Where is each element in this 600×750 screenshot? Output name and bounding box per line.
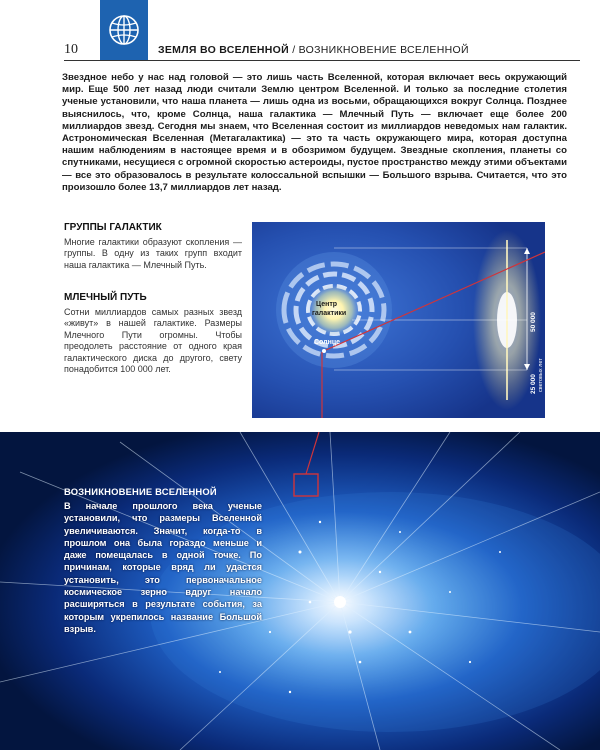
label-25000-group (530, 374, 537, 394)
groups-text: Многие галактики образуют скопления — группы. В одну из таких групп входит наша галактика — Млечный Путь. (64, 237, 242, 270)
header-section: ЗЕМЛЯ ВО ВСЕЛЕННОЙ (158, 44, 289, 56)
label-50000: 50 000 (530, 312, 537, 332)
galaxy-diagram (252, 222, 545, 418)
page-number: 10 (64, 42, 78, 57)
groups-block (64, 222, 242, 271)
header-subsection: ВОЗНИКНОВЕНИЕ ВСЕЛЕННОЙ (298, 44, 469, 56)
header-globe-box (100, 0, 148, 60)
milky-way-title: МЛЕЧНЫЙ ПУТЬ (64, 292, 147, 303)
header-title (158, 44, 469, 56)
milky-way-block (64, 292, 242, 375)
label-sun: Солнце (314, 339, 341, 346)
globe-icon (107, 13, 141, 47)
milky-way-text: Сотни миллиардов самых разных звезд «живут» в нашей галактике. Размеры Млечного Пути огромны. Чтобы преодолеть расстояние от одного края галактического диска до другого, свету понадобится 100 000 лет. (64, 307, 242, 375)
label-25000: 25 000 (530, 374, 537, 394)
label-center-1: Центр (316, 301, 338, 308)
galaxy-diagram-svg (252, 222, 545, 418)
page-header (0, 0, 600, 62)
label-unit-group (538, 358, 544, 392)
sun-marker (322, 349, 326, 353)
header-separator: / (289, 44, 299, 56)
label-center-2: галактики (312, 310, 347, 317)
big-bang-title: ВОЗНИКНОВЕНИЕ ВСЕЛЕННОЙ (64, 486, 217, 497)
groups-title: ГРУППЫ ГАЛАКТИК (64, 222, 162, 233)
big-bang-image (0, 432, 600, 750)
label-50000-group (530, 312, 537, 332)
label-unit: световых лет (538, 358, 544, 392)
header-rule (64, 60, 580, 61)
big-bang-text: В начале прошлого века ученые установили, что размеры Вселенной увеличиваются. Значит, когда-то в прошлом она была гораздо меньше и даже помещалась в одной точке. По причинам, которые вряд ли удастся установить, это первоначальное космическое зерно вдруг начало расширяться в результате события, за которым укрепилось название Большой взрыв. (64, 501, 262, 634)
intro-paragraph: Звездное небо у нас над головой — это лишь часть Вселенной, которая включает весь окружающий мир. Еще 500 лет назад люди считали Землю центром Вселенной. И только за последние столетия ученые установили, что наша планета — лишь одна из восьми, обращающихся вокруг Солнца. Позднее выяснилось, что, кроме Солнца, наша галактика — Млечный Путь — включает еще более 200 миллиардов звезд. Сегодня мы знаем, что Вселенная состоит из миллиардов неведомых нам галактик. Астрономическая Вселенная (Метагалактика) — это та часть окружающего мира, которая доступна нашим наблюдениям в настоящее время и в обозримом будущем. Звездные скопления, планеты со спутниками, несущиеся с огромной скоростью астероиды, пустое пространство между этими объектами — все это образовалось в результате колоссальной вспышки — Большого взрыва. Считается, что это произошло более 13,7 миллиардов лет назад. (62, 72, 567, 193)
